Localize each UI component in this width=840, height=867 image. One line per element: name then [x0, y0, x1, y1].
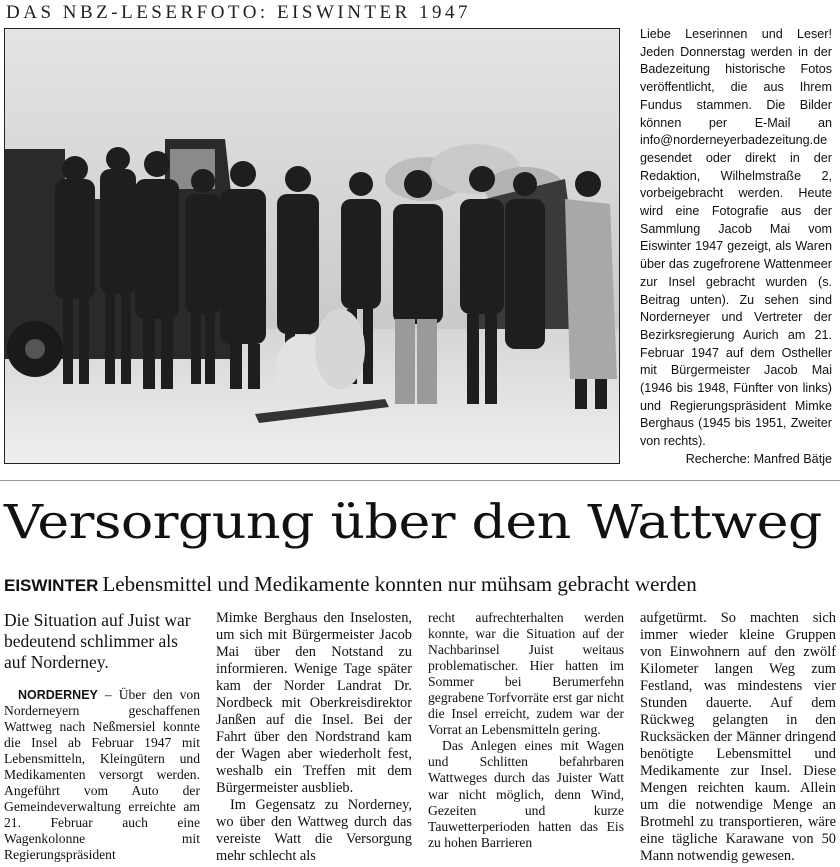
article-headline: Versorgung über den Wattweg [4, 495, 822, 550]
historic-photo [4, 28, 620, 464]
article-column-3 [428, 610, 624, 851]
research-credit: Recherche: Manfred Bätje [685, 452, 832, 466]
article-paragraph: Mimke Berghaus den Inselosten, um sich mit Bürgermeister Jacob Mai über den Notstand zu informieren. Wenige Tage später kam der Norder Landrat Dr. Nordbeck mit Oberkreisdirektor Janßen auf die Insel. Bei der Fahrt über den Nordstrand kam der Wagen aber wiederholt fest, weshalb ein Treffen mit dem Bürgermeister ausblieb. [216, 610, 412, 796]
info-text: Liebe Leserinnen und Leser! Jeden Donnerstag werden in der Badezeitung historische Fotos veröffentlicht, die aus Ihrem Fundus stammen. Die Bilder können per E-Mail an info@norderneyerbadezeitung.de gesendet oder direkt in der Redaktion, Wilhelmstraße 2, vorbeigebracht werden. Heute wird eine Fotografie aus der Sammlung Jacob Mai vom Eiswinter 1947 gezeigt, als Waren über das zugefrorene Wattenmeer zur Insel gebracht wurden (s. Beitrag unten). Zu sehen sind Norderneyer und Vertreter der Bezirksregierung Aurich am 21. Februar 1947 auf dem Ostheller mit Bürgermeister Jacob Mai (1946 bis 1948, Fünfter von links) und Regierungspräsident Mimke Berghaus (1945 bis 1951, Zweiter von rechts). [640, 27, 832, 449]
reader-photo-info-box [640, 26, 832, 451]
article-paragraph [4, 687, 200, 864]
article-column-2 [216, 610, 412, 865]
article-column-1 [4, 610, 200, 864]
dateline: NORDERNEY [18, 688, 98, 702]
article-column-4 [640, 610, 836, 865]
article-paragraph: aufgetürmt. So machten sich immer wieder kleine Gruppen von Einwohnern auf den zwölf Kilometer langen Weg zum Festland, was mindestens vier Stunden dauerte. Auf dem Rückweg gelangten in den Rucksäcken der Männer dringend benötigte Lebensmittel und Medikamente zur Insel. Diese Mengen reichten kaum. Allein um die notwendige Menge an Brotmehl zu transportieren, wäre eine tägliche Karawane von 50 Mann notwendig gewesen. [640, 610, 836, 864]
article-lead: Die Situation auf Juist war bedeutend schlimmer als auf Norderney. [4, 610, 191, 672]
article-paragraph: Im Gegensatz zu Norderney, wo über den Wattweg durch das vereiste Watt die Versorgung mehr schlecht als [216, 796, 412, 864]
subheadline-text: Lebensmittel und Medikamente konnten nur mühsam gebracht werden [102, 572, 697, 596]
kicker-heading: DAS NBZ-LESERFOTO: EISWINTER 1947 [6, 2, 472, 23]
article-paragraph: recht aufrechterhalten werden konnte, war die Situation auf der Nachbarinsel Juist weitaus problematischer. Hier hatten im Sommer bei Berumerfehn gegrabene Torfvorräte erst gar nicht die Insel erreicht, zudem war der Vorrat an Lebensmitteln gering. [428, 610, 624, 738]
subheadline [4, 572, 697, 597]
topic-tag: EISWINTER [4, 576, 99, 595]
divider [0, 480, 840, 481]
article-paragraph-text: – Über den von Norderneyern geschaffenen Wattweg nach Neßmersiel konnte die Insel ab Februar 1947 mit Lebensmitteln, Kleingütern und Medikamenten versorgt werden. Angeführt vom Auto der Gemeindeverwaltung erreichte am 21. Februar auch eine Wagenkolonne mit Regierungspräsident [4, 687, 200, 863]
article-paragraph: Das Anlegen eines mit Wagen und Schlitten befahrbaren Wattweges durch das Juister Watt war nicht möglich, denn Wind, Gezeiten und kurze Tauwetterperioden hatten das Eis zu hohen Barrieren [428, 738, 624, 850]
